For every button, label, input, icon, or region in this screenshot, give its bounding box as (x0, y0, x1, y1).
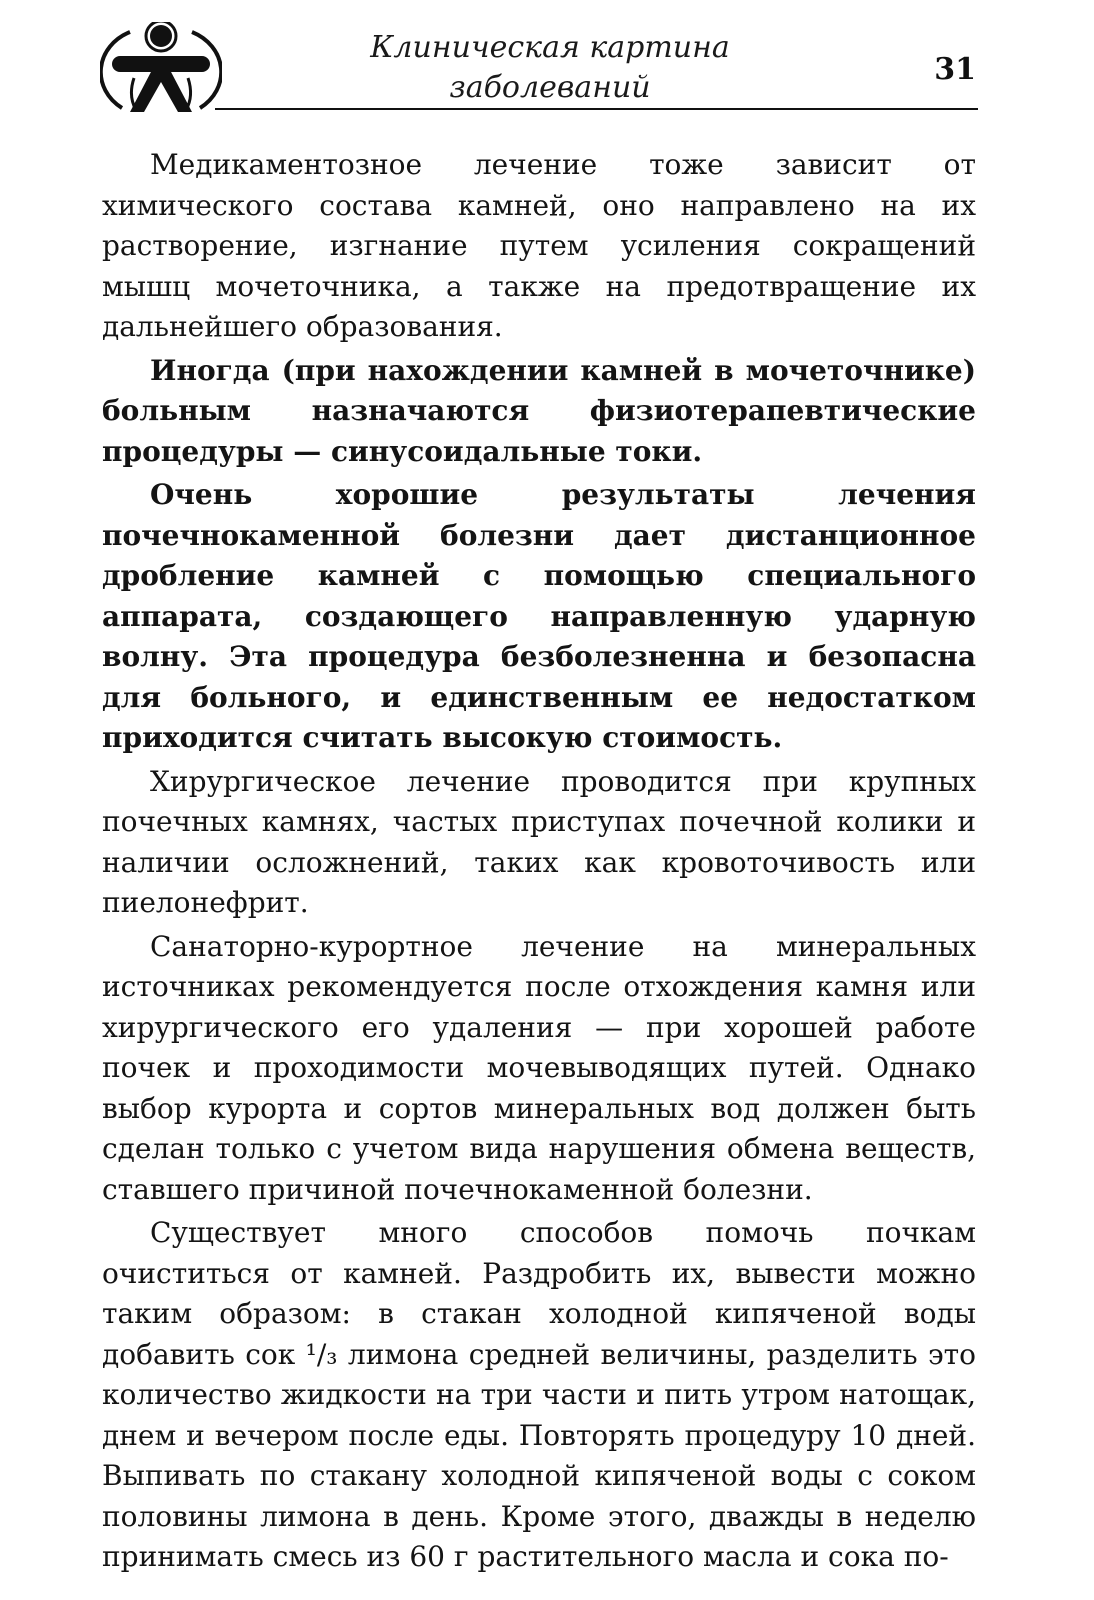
running-title-line-2: заболеваний (449, 70, 651, 105)
paragraph-surgery: Хирургическое лечение проводится при крупных почечных камнях, частых приступах почечной колики и наличии осложнений, таких как кровоточивость или пиелонефрит. (102, 764, 976, 919)
paragraph-lithotripsy: Очень хорошие результаты лечения почечнокаменной болезни дает дистанционное дробление камней с помощью специального аппарата, создающего направленную ударную волну. Эта процедура безболезненна и безопасна для больного, и единственным ее недостатком приходится считать высокую стоимость. (102, 478, 976, 754)
running-title-line-1: Клиническая картина (370, 30, 730, 65)
header-divider (215, 108, 978, 110)
running-title (300, 28, 800, 108)
page-number: 31 (934, 52, 976, 87)
paragraph-drug-treatment: Медикаментозное лечение тоже зависит от химического состава камней, оно направлено на их растворение, изгнание путем усиления сокращений мышц мочеточника, а также на предотвращение их дальнейшего образования. (102, 148, 976, 343)
page-body (102, 145, 976, 1581)
stick-figure-emblem-icon (100, 22, 222, 118)
paragraph-spa-treatment: Санаторно-курортное лечение на минеральных источниках рекомендуется после отхождения камня или хирургического его удаления — при хорошей работе почек и проходимости мочевыводящих путей. Однако выбор курорта и сортов минеральных вод должен быть сделан только с учетом вида нарушения обмена веществ, ставшего причиной почечнокаменной болезни. (102, 929, 976, 1206)
page-header (0, 0, 1094, 120)
paragraph-physiotherapy: Иногда (при нахождении камней в мочеточнике) больным назначаются физиотерапевтические процедуры — синусоидальные токи. (102, 353, 976, 468)
paragraph-lemon-remedy: Существует много способов помочь почкам очиститься от камней. Раздробить их, вывести можно таким образом: в стакан холодной кипяченой воды добавить сок ¹/₃ лимона средней величины, разделить это количество жидкости на три части и пить утром натощак, днем и вечером после еды. Повторять процедуру 10 дней. Выпивать по стакану холодной кипяченой воды с соком половины лимона в день. Кроме этого, дважды в неделю принимать смесь из 60 г растительного масла и сока по- (102, 1216, 976, 1573)
